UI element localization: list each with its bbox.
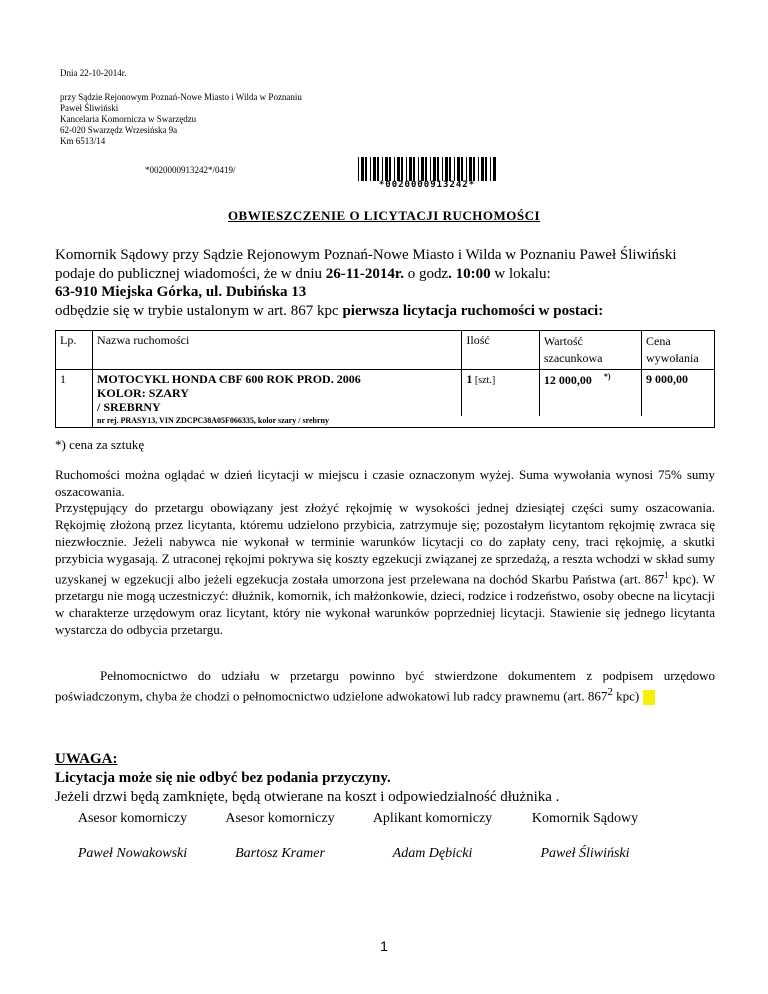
barcode-bar [485,157,487,181]
value-footnote-mark: *) [603,372,611,381]
item-color-line: / SREBRNY [97,400,161,414]
barcode-bar [461,157,463,181]
office-address [60,92,302,147]
barcode-caption: *0020000913242* [378,180,476,190]
item-color-line: KOLOR: SZARY [97,386,189,400]
barcode-bar [413,157,415,181]
barcode-bar [445,157,448,181]
value-amount: 12 000,00 [543,373,592,387]
deposit-text: kpc). W przetargu nie mogą uczestniczyć: dłużnik, komornik, ich małżonkowie, dzieci, rodzice i rodzeństwo, osoby obecne na licytacji w charakterze urzędowym oraz licytant, który nie wykonał warunków poprzedniej licytacji. Stawienie się jednego licytanta wystarcza do odbycia przetargu. [55,571,715,638]
barcode-bar [418,157,419,181]
intro-line-4 [55,302,715,321]
barcode-bar [442,157,443,181]
barcode-bar [490,157,491,181]
highlight-mark [643,690,655,705]
qty-number: 1 [466,372,473,386]
item-details: nr rej. PRASY13, VIN ZDCPC38A05F066335, kolor szary / srebrny [93,416,715,428]
office-line: przy Sądzie Rejonowym Poznań-Nowe Miasto i Wilda w Poznaniu [60,92,302,102]
barcode-bar [394,157,395,181]
barcode-bar [361,157,364,181]
signature-name: Bartosz Kramer [235,846,325,861]
office-line: 62-020 Swarzędz Wrzesińska 9a [60,125,178,135]
table-header-row [56,331,715,370]
barcode-bar [493,157,496,181]
header-name: Nazwa ruchomości [93,331,462,370]
document-date: Dnia 22-10-2014r. [60,68,127,78]
header-qty: Ilość [462,331,539,370]
barcode-bar [358,157,359,181]
barcode-bar [365,157,367,181]
barcode-bar [373,157,376,181]
barcode-bar [466,157,467,181]
barcode-bar [469,157,472,181]
barcode-bar [397,157,400,181]
auction-date: 26-11-2014r. [325,265,404,282]
auction-street: , ul. Dubińska 13 [198,284,307,300]
barcode-image [358,157,496,181]
barcode-bar [478,157,479,181]
auction-time: . 10:00 [448,265,491,282]
barcode-bar [437,157,439,181]
page-number: 1 [380,938,388,954]
intro-line-1: Komornik Sądowy przy Sądzie Rejonowym Poznań-Nowe Miasto i Wilda w Poznaniu Paweł Śliwiński [55,247,677,263]
notice-heading: UWAGA: [55,751,118,767]
barcode-bar [382,157,383,181]
signature-name: Paweł Śliwiński [540,846,630,861]
intro-text: odbędzie się w trybie ustalonym w art. 867 kpc [55,302,343,319]
barcode-bar [421,157,424,181]
proxy-text: kpc) [612,688,640,704]
intro-paragraph [55,246,715,320]
signature-role: Aplikant komorniczy [372,811,493,826]
signature-role: Asesor komorniczy [77,811,188,826]
notice-line-1: Licytacja może się nie odbyć bez podania przyczyny. [55,770,391,786]
row-value [539,370,641,417]
header-lp: Lp. [56,331,93,370]
intro-text: o godz [403,265,449,282]
article-sup: 2 [607,686,613,698]
notice-line-2: Jeżeli drzwi będą zamknięte, będą otwierane na koszt i odpowiedzialność dłużnika . [55,789,560,805]
deposit-paragraph [55,499,715,638]
office-line: Km 6513/14 [60,136,106,146]
case-code: *0020000913242*/0419/ [145,165,236,175]
intro-line-3 [55,283,715,302]
auction-type: pierwsza licytacja ruchomości w postaci: [342,302,604,319]
intro-text: w lokalu: [490,265,551,282]
proxy-paragraph [55,667,715,705]
header-value: Wartość szacunkowa [539,331,641,370]
signature-name: Paweł Nowakowski [77,846,188,861]
proxy-text: Pełnomocnictwo do udziału w przetargu powinno być stwierdzone dokumentem z podpisem urzędowo poświadczonym, chyba że chodzi o pełnomocnictwo udzielone adwokatowi lub radcy prawnemu (art. 867 [55,668,715,704]
deposit-text: Przystępujący do przetargu obowiązany jest złożyć rękojmię w wysokości jednej dziesiątej części sumy oszacowania. Rękojmię złożoną przez licytanta, któremu udzielono przybicia, zatrzymuje się; pozostałym licytantom rękojmię zwraca się niezwłocznie. Jeżeli nabywca nie wykonał w terminie warunków licytacji co do zapłaty ceny, traci rękojmię, a skutki przybicia wygasają. Z utraconej rękojmi pokrywa się koszty egzekucji związanej ze sprzedażą, a reszta wchodzi w skład sumy uzyskanej w egzekucji albo jeżeli egzekucja została umorzona jest przelewana na dochód Skarbu Państwa (art. 867 [55,500,715,587]
barcode-bar [409,157,412,181]
barcode-bar [406,157,407,181]
row-price: 9 000,00 [642,370,715,417]
barcode-bar [385,157,388,181]
barcode-bar [425,157,427,181]
barcode-bar [473,157,475,181]
office-line: Paweł Śliwiński [60,103,119,113]
barcode-bar [457,157,460,181]
row-name [93,370,462,417]
items-table [55,330,715,428]
signature-role: Komornik Sądowy [531,811,639,826]
barcode-bar [401,157,403,181]
header-price: Cena wywołania [642,331,715,370]
signature-name: Adam Dębicki [392,846,473,861]
details-spacer [56,416,93,428]
barcode-bar [389,157,391,181]
barcode-bar [449,157,451,181]
barcode-bar [377,157,379,181]
office-line: Kancelaria Komornicza w Swarzędzu [60,114,197,124]
row-qty [462,370,539,417]
row-lp: 1 [56,370,93,417]
item-name-line: MOTOCYKL HONDA CBF 600 ROK PROD. 2006 [97,372,361,386]
barcode-bar [433,157,436,181]
intro-text: podaje do publicznej wiadomości, że w dniu [55,265,326,282]
article-sup: 1 [664,570,669,580]
auction-place: 63-910 Miejska Górka [55,284,199,300]
intro-line-2 [55,265,715,284]
barcode-bar [481,157,484,181]
viewing-paragraph: Ruchomości można oglądać w dzień licytacji w miejscu i czasie oznaczonym wyżej. Suma wywołania wynosi 75% sumy oszacowania. [55,467,715,499]
table-details-row [56,416,715,428]
barcode-bar [430,157,431,181]
signature-role: Asesor komorniczy [225,811,335,826]
table-row [56,370,715,417]
document-title: OBWIESZCZENIE O LICYTACJI RUCHOMOŚCI [227,208,541,223]
qty-unit: [szt.] [472,375,496,386]
barcode-bar [454,157,455,181]
barcode-bar [370,157,371,181]
footnote: *) cena za sztukę [55,437,145,452]
